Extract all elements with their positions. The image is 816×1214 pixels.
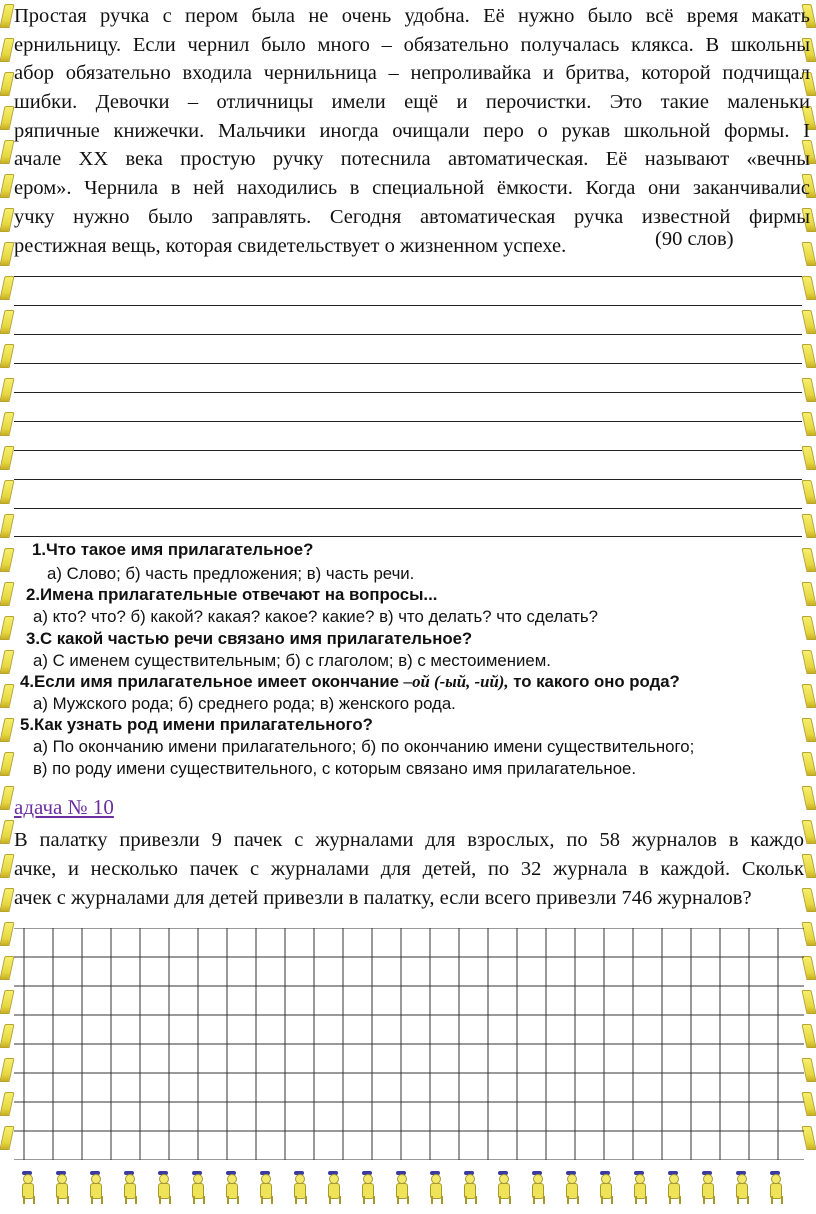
schoolchild-figure-icon [666,1174,680,1204]
pencil-border-icon [801,378,816,402]
answer-options-3: а) С именем существительным; б) с глаголом; в) с местоимением. [33,651,551,670]
passage-line: абор обязательно входила чернильница – непроливайка и бритва, которой подчищал [14,62,810,85]
schoolchild-figure-icon [156,1174,170,1204]
schoolchild-figure-icon [462,1174,476,1204]
question-3: 3.С какой частью речи связано имя прилагательное? [26,629,473,648]
pencil-border-icon [0,38,15,62]
schoolchild-figure-icon [700,1174,714,1204]
pencil-border-icon [801,276,816,300]
answer-options-5a: а) По окончанию имени прилагательного; б) по окончанию имени существительного; [33,737,695,756]
pencil-border-icon [801,616,816,640]
schoolchild-figure-icon [122,1174,136,1204]
pencil-border-icon [0,548,15,572]
schoolchild-figure-icon [360,1174,374,1204]
ruled-line [14,536,802,537]
pencil-border-icon [0,786,15,810]
pencil-border-icon [0,140,15,164]
ruled-line [14,450,802,451]
schoolchild-figure-icon [88,1174,102,1204]
pencil-border-icon [0,1126,15,1150]
pencil-border-icon [0,650,15,674]
schoolchild-figure-icon [258,1174,272,1204]
pencil-border-icon [0,684,15,708]
pencil-border-icon [801,684,816,708]
passage-line: ряпичные книжечки. Мальчики иногда очищали перо о рукав школьной формы. I [14,119,810,142]
question-4-tail: то какого оно рода? [508,672,680,691]
pencil-border-icon [801,752,816,776]
question-4-text: 4.Если имя прилагательное имеет окончание [20,672,404,691]
task-line: В палатку привезли 9 пачек с журналами для взрослых, по 58 журналов в каждо [14,829,804,851]
passage-line: Простая ручка с пером была не очень удобна. Её нужно было всё время макать [14,5,810,27]
ruled-line [14,305,802,306]
dictation-passage [14,2,810,260]
task-title: адача № 10 [14,795,114,819]
ruled-line [14,421,802,422]
pencil-border-icon [801,718,816,742]
task-text [14,826,804,913]
pencil-border-icon [0,4,15,28]
ruled-line [14,479,802,480]
pencil-border-icon [0,344,15,368]
pencil-border-icon [0,1024,15,1048]
pencil-border-icon [0,310,15,334]
schoolchild-figure-icon [768,1174,782,1204]
pencil-border-icon [0,922,15,946]
ruled-line [14,363,802,364]
pencil-border-icon [801,786,816,810]
pencil-border-icon [0,480,15,504]
pencil-border-icon [801,446,816,470]
squared-grid [14,928,804,1160]
pencil-border-icon [0,514,15,538]
ruled-line [14,334,802,335]
passage-line: рестижная вещь, которая свидетельствует о жизненном успехе. [14,234,567,257]
ruled-line [14,392,802,393]
pencil-border-icon [0,752,15,776]
schoolchild-figure-icon [564,1174,578,1204]
pencil-border-icon [0,990,15,1014]
pencil-border-icon [801,514,816,538]
pencil-border-icon [0,1058,15,1082]
pencil-border-icon [801,344,816,368]
question-4 [20,672,680,692]
schoolchild-figure-icon [496,1174,510,1204]
bottom-figure-border [20,1160,808,1214]
passage-line: ером». Чернила в ней находились в специальной ёмкости. Когда они заканчивалис [14,177,810,200]
question-4-ending: –ой (-ый, -ий), [403,672,509,691]
answer-options-2: а) кто? что? б) какой? какая? какое? какие? в) что делать? что сделать? [33,607,598,626]
question-5: 5.Как узнать род имени прилагательного? [20,715,373,734]
pencil-border-icon [0,174,15,198]
pencil-border-icon [0,616,15,640]
schoolchild-figure-icon [530,1174,544,1204]
passage-line: ачале XX века простую ручку потеснила автоматическая. Её называют «вечны [14,148,810,171]
schoolchild-figure-icon [20,1174,34,1204]
pencil-border-icon [0,854,15,878]
schoolchild-figure-icon [224,1174,238,1204]
pencil-border-icon [801,480,816,504]
left-pencil-border [0,0,14,1214]
schoolchild-figure-icon [292,1174,306,1204]
pencil-border-icon [0,242,15,266]
pencil-border-icon [801,412,816,436]
pencil-border-icon [801,310,816,334]
task-line: ачек с журналами для детей привезли в палатку, если всего привезли 746 журналов? [14,887,752,909]
pencil-border-icon [0,208,15,232]
question-1: 1.Что такое имя прилагательное? [32,540,314,559]
pencil-border-icon [0,718,15,742]
schoolchild-figure-icon [54,1174,68,1204]
pencil-border-icon [801,548,816,572]
pencil-border-icon [801,582,816,606]
ruled-line [14,508,802,509]
question-2: 2.Имена прилагательные отвечают на вопросы... [26,585,438,604]
grid-lines [14,928,804,1160]
schoolchild-figure-icon [598,1174,612,1204]
pencil-border-icon [0,582,15,606]
schoolchild-figure-icon [428,1174,442,1204]
pencil-border-icon [0,106,15,130]
schoolchild-figure-icon [632,1174,646,1204]
pencil-border-icon [801,650,816,674]
pencil-border-icon [0,446,15,470]
schoolchild-figure-icon [190,1174,204,1204]
pencil-border-icon [0,956,15,980]
passage-line: шибки. Девочки – отличницы имели ещё и перочистки. Это такие маленьки [14,91,810,114]
pencil-border-icon [0,820,15,844]
pencil-border-icon [0,888,15,912]
task-line: ачке, и несколько пачек с журналами для детей, по 32 журнала в каждой. Скольк [14,858,804,880]
pencil-border-icon [0,412,15,436]
answer-options-1: а) Слово; б) часть предложения; в) часть речи. [47,564,415,583]
passage-line: ернильницу. Если чернил было много – обязательно получалась клякса. В школьны [14,33,810,56]
pencil-border-icon [0,378,15,402]
schoolchild-figure-icon [394,1174,408,1204]
passage-line: учку нужно было заправлять. Сегодня автоматическая ручка известной фирмы [14,205,810,228]
pencil-border-icon [0,1092,15,1116]
ruled-line [14,276,802,277]
word-count: (90 слов) [655,228,734,250]
answer-options-5b: в) по роду имени существительного, с которым связано имя прилагательное. [33,759,637,778]
schoolchild-figure-icon [326,1174,340,1204]
schoolchild-figure-icon [734,1174,748,1204]
answer-options-4: а) Мужского рода; б) среднего рода; в) женского рода. [33,694,456,713]
pencil-border-icon [0,276,15,300]
pencil-border-icon [0,72,15,96]
